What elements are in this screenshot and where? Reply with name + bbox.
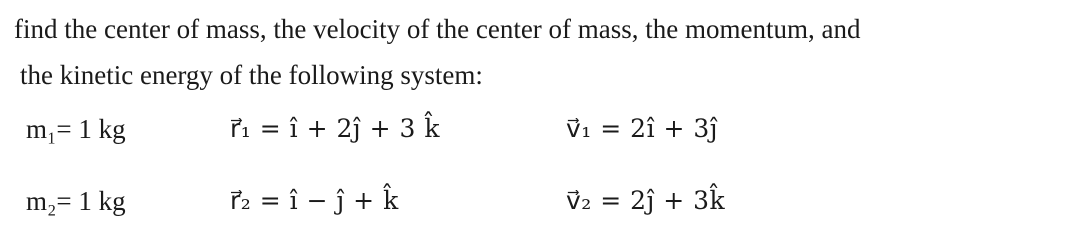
mass-1: m₁= 1 kg — [26, 114, 126, 144]
position-vector-1: r⃗₁ = ı̂ + 2ȷ̂ + 3 k̂ — [230, 114, 440, 143]
mass-2: m₂= 1 kg — [26, 186, 126, 216]
problem-statement — [14, 6, 1074, 98]
problem-line-2: the kinetic energy of the following system: — [20, 60, 483, 90]
velocity-vector-2: v⃗₂ = 2ȷ̂ + 3k̂ — [566, 186, 726, 215]
particle-row-1 — [0, 114, 1080, 154]
position-vector-2: r⃗₂ = ı̂ − ȷ̂ + k̂ — [230, 186, 399, 215]
velocity-vector-1: v⃗₁ = 2ı̂ + 3ȷ̂ — [566, 114, 719, 143]
problem-line-1: find the center of mass, the velocity of the center of mass, the momentum, and — [14, 14, 861, 44]
particle-row-2 — [0, 186, 1080, 226]
